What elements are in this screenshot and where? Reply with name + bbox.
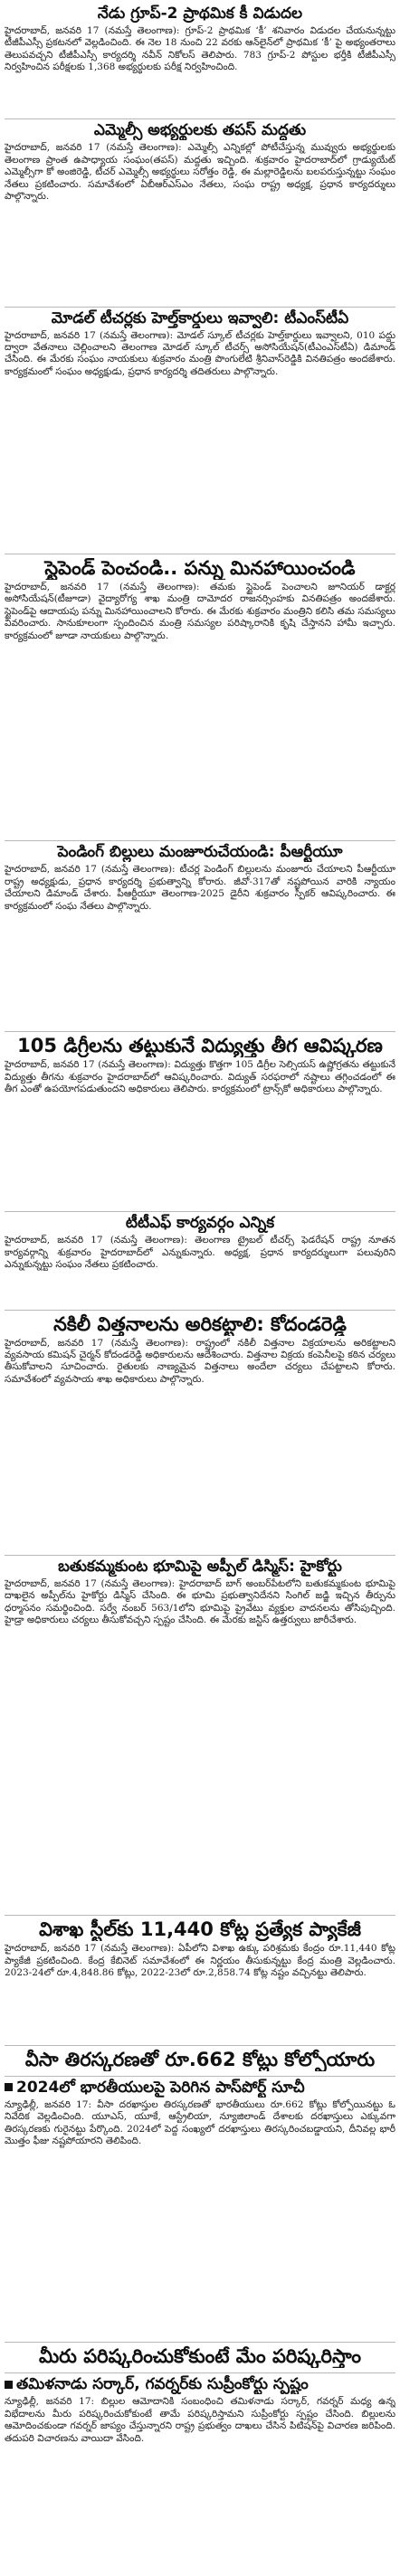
article-body: హైదరాబాద్‌, జనవరి 17 (నమస్తే తెలంగాణ): టీచర్ల పెండింగ్‌ బిల్లులను మంజూరు చేయాలని పీఆర్టీయూ రాష్ట్ర అధ్యక్షుడు, ప్రధాన కార్యదర్శి ప్రభుత్వాన్ని కోరారు. జీవో-317తో నష్టపోయిన వారికి న్యాయం చేయాలని డిమాండ్‌ చేశారు. పీఆర్టీయూ తెలంగాణ-2025 డైరీని శుక్రవారం స్పీకర్‌ ఆవిష్కరించారు. ఈ కార్యక్రమంలో సంఘ నేతలు పాల్గొన్నారు. bbox=[5, 864, 395, 912]
article-mlc-support bbox=[5, 119, 395, 307]
article-body: హైదరాబాద్‌, జనవరి 17 (నమస్తే తెలంగాణ): విద్యుత్తు కొత్తగా 105 డిగ్రీల సెల్సియస్‌ ఉష్ణోగ్రతను తట్టుకునే విద్యుత్తు తీగను శుక్రవారం హైదరాబాద్‌లో ఆవిష్కరించారు. విద్యుత్‌ సరఫరాలో నష్టాలు తగ్గించడంలో ఈ తీగ ఎంతో ఉపయోగపడుతుందని అధికారులు తెలిపారు. కార్యక్రమంలో ట్రాన్స్‌కో అధికారులు పాల్గొన్నారు. bbox=[5, 1059, 395, 1094]
article-body: హైదరాబాద్‌, జనవరి 17 (నమస్తే తెలంగాణ): ఎమ్మెల్సీ ఎన్నికల్లో పోటీచేస్తున్న మువ్వురు అభ్యర్థులకు తెలంగాణ ప్రాంత ఉపాధ్యాయ సంఘం(తపస్‌) మద్దతు ఇచ్చింది. శుక్రవారం హైదరాబాద్‌లో గ్రాడ్యుయేట్‌ ఎమ్మెల్సీగా కో అంజిరెడ్డి, టీచర్‌ ఎమ్మెల్సీ అభ్యర్థులు సరోత్తం రెడ్డి, ఈ మల్లారెడ్డిలను బలపరుస్తున్నట్టు సంఘం నేతలు ప్రకటించారు. సమావేశంలో ఏబీఆర్‌ఎస్‌ఎం నేతలు, సంఘ రాష్ట్ర అధ్యక్ష, ప్రధాన కార్యదర్శులు పాల్గొన్నారు. bbox=[5, 142, 395, 203]
article-headline: విశాఖ స్టీల్‌కు 11,440 కోట్ల ప్రత్యేక ప్యాకేజీ bbox=[39, 1918, 361, 1941]
article-vizag-steel bbox=[5, 1916, 395, 2045]
article-headline: 2024లో భారతీయులపై పెరిగిన పాస్‌పోర్ట్‌ సూచీ bbox=[5, 2079, 395, 2098]
article-body: హైదరాబాద్‌, జనవరి 17 (నమస్తే తెలంగాణ): రాష్ట్రంలో నకిలీ విత్తనాల విక్రయాలను అరికట్టాలని వ్యవసాయ కమిషన్‌ చైర్మన్‌ కోదండరెడ్డి అధికారులను ఆదేశించారు. విత్తనాల విక్రయ కంపెనీలపై కఠిన చర్యలు తీసుకోవాలని సూచించారు. రైతులకు నాణ్యమైన విత్తనాలు అందేలా చర్యలు చేపట్టాలని కోరారు. సమావేశంలో వ్యవసాయ శాఖ అధికారులు పాల్గొన్నారు. bbox=[5, 1337, 395, 1385]
article-bathukamma-kunta bbox=[5, 1556, 395, 1917]
article-body: న్యూఢిల్లీ, జనవరి 17: బిల్లుల ఆమోదానికి సంబంధించి తమిళనాడు సర్కార్‌, గవర్నర్‌ మధ్య ఉన్న విభేదాలను మీరు పరిష్కరించుకోకుంటే తామే పరిష్కరిస్తామని సుప్రీంకోర్టు స్పష్టం చేసింది. బిల్లులను ఆమోదించకుండా గవర్నర్‌ జాప్యం చేస్తున్నారని రాష్ట్ర ప్రభుత్వం దాఖలు చేసిన పిటిషన్‌పై విచారణ జరిపింది. తదుపరి విచారణను వాయిదా వేసింది. bbox=[5, 2396, 395, 2444]
article-tiff-election bbox=[5, 1212, 395, 1311]
article-body: న్యూఢిల్లీ, జనవరి 17: వీసా దరఖాస్తుల తిరస్కరణతో భారతీయులు రూ.662 కోట్లు కోల్పోయినట్టు ఓ నివేదిక వెల్లడించింది. యూఎస్‌, యూకే, ఆస్ట్రేలియా, న్యూజిలాండ్‌ దేశాలకు దరఖాస్తులు ఎక్కువగా తిరస్కరణకు గురైనట్టు పేర్కొంది. 2024లో పెద్ద సంఖ్యలో దరఖాస్తులు తిరస్కరించబడ్డాయని, దీనివల్ల భారీ మొత్తం ఫీజు నష్టపోయారని తెలిపింది. bbox=[5, 2098, 395, 2147]
article-headline: 105 డిగ్రీలను తట్టుకునే విద్యుత్తు తీగ ఆవిష్కరణ bbox=[17, 1035, 383, 1057]
article-headline: మీరు పరిష్కరించుకోకుంటే మేం పరిష్కరిస్తాం bbox=[38, 2345, 362, 2368]
article-visa-rejection bbox=[5, 2046, 395, 2077]
article-headline: వీసా తిరస్కరణతో రూ.662 కోట్లు కోల్పోయారు bbox=[24, 2048, 376, 2070]
article-body: హైదరాబాద్‌, జనవరి 17 (నమస్తే తెలంగాణ): గ్రూప్‌-2 ప్రాథమిక ‘కీ’ శనివారం విడుదల చేయనున్నట్టు టీజీపీఎస్సీ ప్రకటనలో వెల్లడించింది. ఈ నెల 18 నుంచి 22 వరకు ఆన్‌లైన్‌లో ప్రాథమిక ‘కీ’ పై అభ్యంతరాలు తెలుపవచ్చని టీజీపీఎస్సీ కార్యదర్శి నవీన్‌ నికోలస్‌ తెలిపారు. 783 గ్రూప్‌-2 పోస్టుల భర్తీకి టీజీపీఎస్సీ నిర్వహించిన పరీక్షలకు 1,368 అభ్యర్థులకు పరీక్ష నిర్వహించింది. bbox=[5, 25, 395, 73]
article-passport-index bbox=[5, 2077, 395, 2343]
article-body: హైదరాబాద్‌, జనవరి 17 (నమస్తే తెలంగాణ): మోడల్‌ స్కూల్‌ టీచర్లకు హెల్త్‌కార్డులు ఇవ్వాలని, 010 పద్దు ద్వారా వేతనాలు చెల్లించాలని తెలంగాణ మోడల్‌ స్కూల్‌ టీచర్స్‌ అసోసియేషన్‌(టీఎంఎస్‌టీఏ) డిమాండ్‌ చేసింది. ఈ మేరకు సంఘం నాయకులు శుక్రవారం మంత్రి పొంగులేటి శ్రీనివాస్‌రెడ్డికి వినతిపత్రం అందజేశారు. కార్యక్రమంలో సంఘం అధ్యక్షుడు, ప్రధాన కార్యదర్శి తదితరులు పాల్గొన్నారు. bbox=[5, 329, 395, 377]
article-headline: ఎమ్మెల్సీ అభ్యర్థులకు తపస్‌ మద్దతు bbox=[93, 121, 307, 140]
article-headline: స్టైపెండ్‌ పెంచండి.. పన్ను మినహాయించండి bbox=[44, 556, 356, 579]
article-group2-key bbox=[5, 3, 395, 119]
article-headline: నకిలీ విత్తనాలను అరికట్టాలి: కోదండరెడ్డి bbox=[53, 1312, 347, 1335]
article-pending-bills bbox=[5, 841, 395, 1032]
article-tamilnadu-governor bbox=[5, 2373, 395, 2576]
article-headline: బతుకమ్మకుంట భూమిపై అప్పీల్‌ డిస్మిస్‌: హైకోర్టు bbox=[58, 1557, 342, 1576]
article-headline: తమిళనాడు సర్కార్‌, గవర్నర్‌కు సుప్రీంకోర్టు స్పష్టం bbox=[5, 2375, 395, 2394]
article-governor-dispute bbox=[5, 2343, 395, 2373]
article-power-line bbox=[5, 1032, 395, 1212]
article-headline: మోడల్‌ టీచర్లకు హెల్త్‌కార్డులు ఇవ్వాలి: టీఎంస్‌టీఏ bbox=[51, 308, 349, 327]
article-headline: టీటీఎఫ్‌ కార్యవర్గం ఎన్నిక bbox=[125, 1214, 275, 1233]
article-headline: నేడు గ్రూప్‌-2 ప్రాథమిక కీ విడుదల bbox=[97, 5, 303, 23]
article-headline: పెండింగ్‌ బిల్లులు మంజూరుచేయండి: పీఆర్టీయూ bbox=[57, 843, 343, 862]
bullet-icon bbox=[5, 2381, 13, 2389]
article-body: హైదరాబాద్‌, జనవరి 17 (నమస్తే తెలంగాణ): తెలంగాణ ట్రైబల్‌ టీచర్స్‌ ఫెడరేషన్‌ రాష్ట్ర నూతన కార్యవర్గాన్ని శుక్రవారం హైదరాబాద్‌లో ఎన్నుకున్నారు. అధ్యక్ష, ప్రధాన కార్యదర్శులుగా పలువురిని ఎన్నుకున్నట్టు సంఘం నేతలు ప్రకటించారు. bbox=[5, 1235, 395, 1270]
article-body: హైదరాబాద్‌, జనవరి 17 (నమస్తే తెలంగాణ): తమకు స్టైపెండ్‌ పెంచాలని జూనియర్‌ డాక్టర్ల అసోసియేషన్‌(టీజూడా) వైద్యారోగ్య శాఖ మంత్రి దామోదర రాజనర్సింహకు వినతిపత్రం అందజేశారు. స్టైపెండ్‌పై ఆదాయపు పన్ను మినహాయించాలని కోరారు. ఈ మేరకు శుక్రవారం మంత్రిని కలిసి తమ సమస్యలు వివరించారు. సానుకూలంగా స్పందించిన మంత్రి సమస్యల పరిష్కారానికి కృషి చేస్తానని హామీ ఇచ్చారు. కార్యక్రమంలో జూడా నాయకులు పాల్గొన్నారు. bbox=[5, 581, 395, 641]
article-fake-seeds bbox=[5, 1311, 395, 1556]
article-body: హైదరాబాద్‌, జనవరి 17 (నమస్తే తెలంగాణ): హైదరాబాద్‌ బాగ్‌ అంబర్‌పేటలోని బతుకమ్మకుంట భూమిపై దాఖలైన అప్పీల్‌ను హైకోర్టు డిస్మిస్‌ చేసింది. ఈ భూమి ప్రభుత్వానిదేనని సింగిల్‌ జడ్జి ఇచ్చిన తీర్పును ధర్మాసనం సమర్థించింది. సర్వే నంబర్‌ 563/1లోని భూమిపై ప్రైవేటు వ్యక్తుల వాదనలను తోసిపుచ్చింది. హైడ్రా అధికారులు చర్యలు తీసుకోవచ్చని స్పష్టం చేసింది. ఈ మేరకు జస్టిస్‌ ఉత్తర్వులు జారీచేశారు. bbox=[5, 1577, 395, 1625]
article-stipend bbox=[5, 554, 395, 841]
article-health-cards bbox=[5, 308, 395, 554]
bullet-icon bbox=[5, 2083, 13, 2091]
article-body: హైదరాబాద్‌, జనవరి 17 (నమస్తే తెలంగాణ): ఏపీలోని విశాఖ ఉక్కు పరిశ్రమకు కేంద్రం రూ.11,440 కోట్ల ప్యాకేజీ ప్రకటించింది. కేంద్ర కేబినెట్‌ సమావేశంలో ఈ నిర్ణయం తీసుకున్నట్టు కేంద్ర మంత్రి వెల్లడించారు. 2023-24లో రూ.4,848.86 కోట్లు, 2022-23లో రూ.2,858.74 కోట్ల నష్టం వచ్చినట్టు తెలిపారు. bbox=[5, 1943, 395, 1979]
